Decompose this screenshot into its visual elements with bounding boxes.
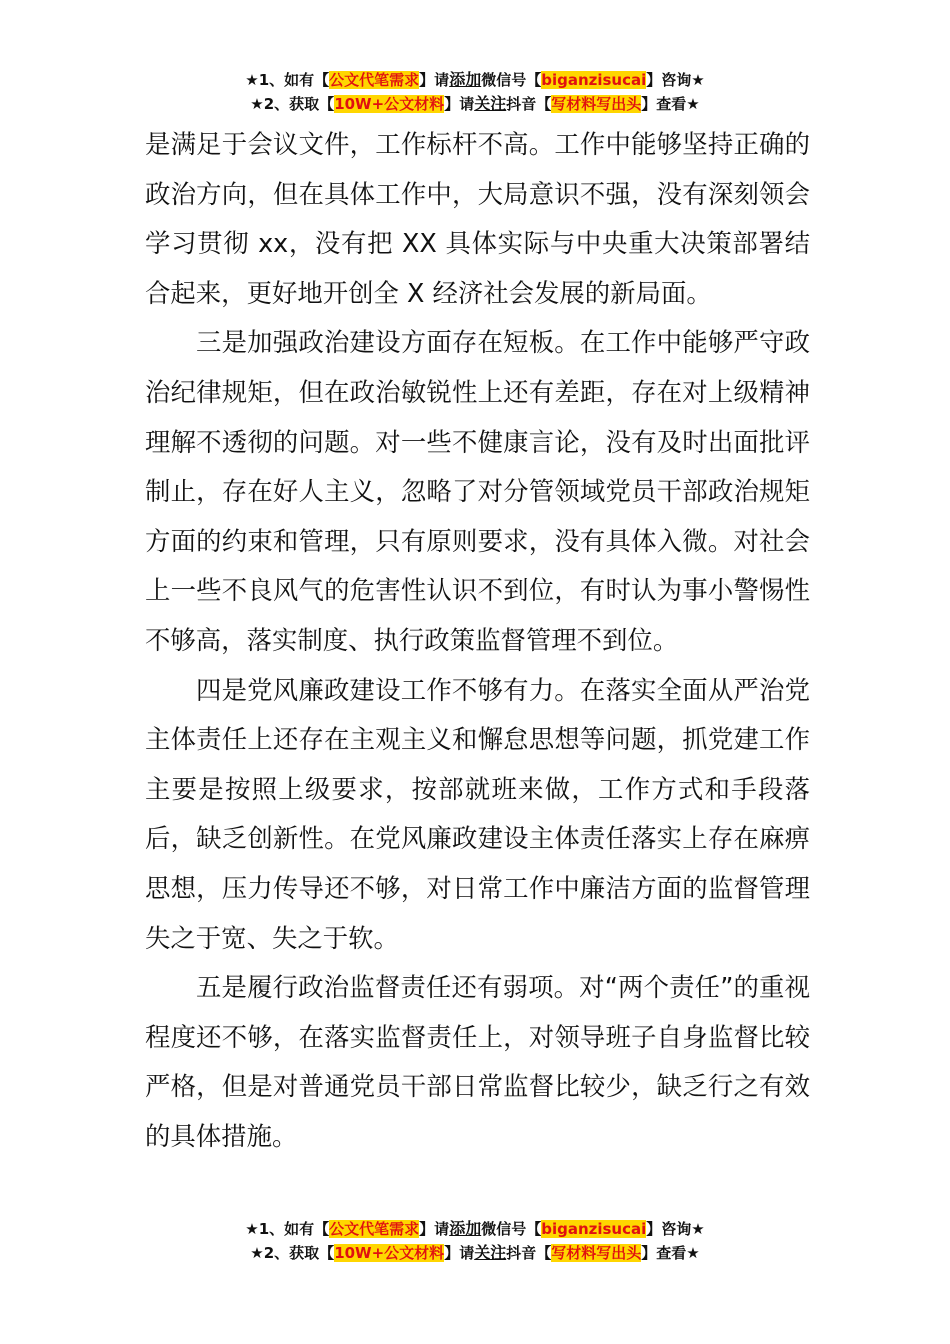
promo-emphasis: 添加	[449, 70, 482, 89]
promo-text: 微信号【	[481, 71, 542, 89]
promo-text: 】查看★	[641, 1244, 700, 1262]
promo-emphasis: 关注	[474, 1243, 507, 1262]
promo-text: 】请	[444, 95, 475, 113]
document-body	[145, 120, 810, 1161]
promo-line-2	[0, 92, 950, 116]
promo-text: 】查看★	[641, 95, 700, 113]
promo-emphasis: 关注	[474, 94, 507, 113]
promo-line-1	[0, 1217, 950, 1241]
promo-highlight: biganzisucai	[541, 71, 647, 89]
promo-highlight: 写材料写出头	[551, 95, 642, 113]
promo-text: 微信号【	[481, 1220, 542, 1238]
promo-banner-bottom	[0, 1217, 950, 1265]
promo-highlight: 10W+公文材料	[334, 95, 445, 113]
promo-text: ★2、获取【	[250, 1244, 335, 1262]
promo-text: 抖音【	[506, 95, 552, 113]
paragraph-item-4: 四是党风廉政建设工作不够有力。在落实全面从严治党主体责任上还存在主观主义和懈怠思想等问题，抓党建工作主要是按照上级要求，按部就班来做，工作方式和手段落后，缺乏创新性。在党风廉政建设主体责任落实上存在麻痹思想，压力传导还不够，对日常工作中廉洁方面的监督管理失之于宽、失之于软。	[145, 674, 810, 953]
promo-banner-top	[0, 68, 950, 116]
promo-highlight: 公文代笔需求	[329, 71, 420, 89]
promo-text: 】请	[444, 1244, 475, 1262]
paragraph-continuation: 是满足于会议文件，工作标杆不高。工作中能够坚持正确的政治方向，但在具体工作中，大局意识不强，没有深刻领会学习贯彻 xx，没有把 XX 具体实际与中央重大决策部署结合起来，更好地开创全 X 经济社会发展的新局面。	[145, 129, 810, 308]
promo-text: 】请	[419, 71, 450, 89]
promo-text: ★2、获取【	[250, 95, 335, 113]
paragraph-item-3: 三是加强政治建设方面存在短板。在工作中能够严守政治纪律规矩，但在政治敏锐性上还有差距，存在对上级精神理解不透彻的问题。对一些不健康言论，没有及时出面批评制止，存在好人主义，忽略了对分管领域党员干部政治规矩方面的约束和管理，只有原则要求，没有具体入微。对社会上一些不良风气的危害性认识不到位，有时认为事小警惕性不够高，落实制度、执行政策监督管理不到位。	[145, 327, 810, 655]
promo-highlight: biganzisucai	[541, 1220, 647, 1238]
promo-text: ★1、如有【	[245, 71, 330, 89]
promo-highlight: 写材料写出头	[551, 1244, 642, 1262]
promo-emphasis: 添加	[449, 1219, 482, 1238]
promo-highlight: 公文代笔需求	[329, 1220, 420, 1238]
promo-line-2	[0, 1241, 950, 1265]
promo-text: 】请	[419, 1220, 450, 1238]
promo-text: 】咨询★	[646, 1220, 705, 1238]
promo-text: 】咨询★	[646, 71, 705, 89]
paragraph-item-5: 五是履行政治监督责任还有弱项。对“两个责任”的重视程度还不够，在落实监督责任上，对领导班子自身监督比较严格，但是对普通党员干部日常监督比较少，缺乏行之有效的具体措施。	[145, 972, 810, 1151]
promo-text: ★1、如有【	[245, 1220, 330, 1238]
promo-highlight: 10W+公文材料	[334, 1244, 445, 1262]
promo-line-1	[0, 68, 950, 92]
promo-text: 抖音【	[506, 1244, 552, 1262]
